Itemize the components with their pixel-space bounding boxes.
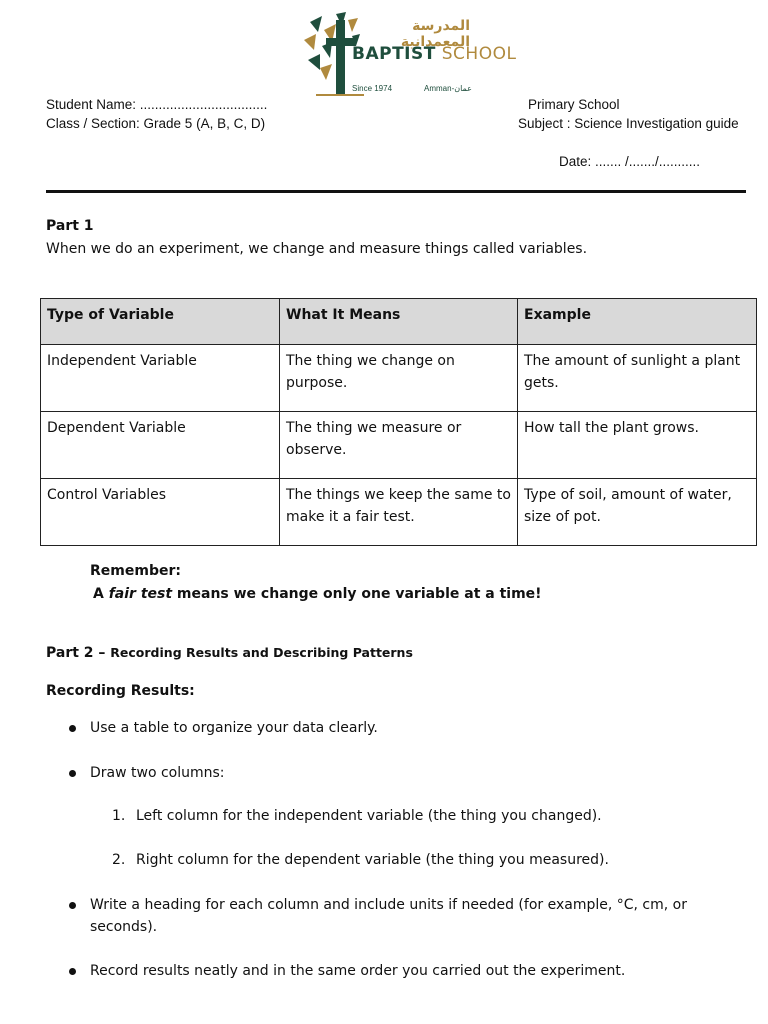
table-cell: Independent Variable (41, 345, 280, 412)
date-field: Date: ....... /......./........... (559, 154, 701, 169)
table-cell: The things we keep the same to make it a fair test. (280, 479, 518, 546)
header-divider (46, 190, 746, 193)
list-item: Record results neatly and in the same order you carried out the experiment. (90, 963, 626, 979)
list-item: Use a table to organize your data clearly. (90, 720, 378, 736)
bullet-icon (69, 770, 76, 777)
logo-arabic-name: المدرسة المعمدانية (400, 18, 470, 50)
numbered-marker: 1. (112, 808, 126, 824)
table-cell: Type of soil, amount of water, size of pot. (518, 479, 757, 546)
table-row (41, 479, 757, 546)
table-cell: The amount of sunlight a plant gets. (518, 345, 757, 412)
list-item: Write a heading for each column and include units if needed (for example, °C, cm, or (90, 897, 687, 913)
table-cell: Dependent Variable (41, 412, 280, 479)
subject: Subject : Science Investigation guide (518, 116, 739, 131)
bullet-icon (69, 968, 76, 975)
table-row (41, 412, 757, 479)
class-section: Class / Section: Grade 5 (A, B, C, D) (46, 116, 266, 131)
table-cell: Control Variables (41, 479, 280, 546)
table-row (41, 345, 757, 412)
fair-test-term: fair test (108, 586, 173, 602)
bullet-icon (69, 725, 76, 732)
table-header-cell: What It Means (280, 299, 518, 345)
part1-title: Part 1 (46, 218, 94, 234)
fair-test-note: A fair test means we change only one variable at a time! (93, 586, 542, 602)
table-header-cell: Example (518, 299, 757, 345)
recording-results-heading: Recording Results: (46, 683, 195, 699)
part1-intro: When we do an experiment, we change and measure things called variables. (46, 241, 588, 257)
school-logo (300, 10, 517, 98)
remember-title: Remember: (90, 563, 181, 579)
bullet-icon (69, 902, 76, 909)
table-cell: The thing we measure or observe. (280, 412, 518, 479)
numbered-marker: 2. (112, 852, 126, 868)
part2-title: Part 2 – Recording Results and Describing Patterns (46, 645, 413, 661)
list-item-continued: seconds). (90, 919, 158, 935)
logo-since: Since 1974 (352, 84, 393, 93)
logo-english-name-2: SCHOOL (441, 44, 517, 64)
numbered-item: Right column for the dependent variable (the thing you measured). (136, 852, 609, 868)
variables-table (40, 298, 757, 546)
student-name-field: Student Name: .................................. (46, 97, 268, 112)
list-item: Draw two columns: (90, 765, 225, 781)
logo-city: Amman-عمان (424, 84, 472, 93)
logo-english-name-1: BAPTIST (352, 44, 436, 64)
table-cell: How tall the plant grows. (518, 412, 757, 479)
table-cell: The thing we change on purpose. (280, 345, 518, 412)
school-level: Primary School (528, 97, 620, 112)
numbered-item: Left column for the independent variable (the thing you changed). (136, 808, 602, 824)
table-header-row (41, 299, 757, 345)
table-header-cell: Type of Variable (41, 299, 280, 345)
